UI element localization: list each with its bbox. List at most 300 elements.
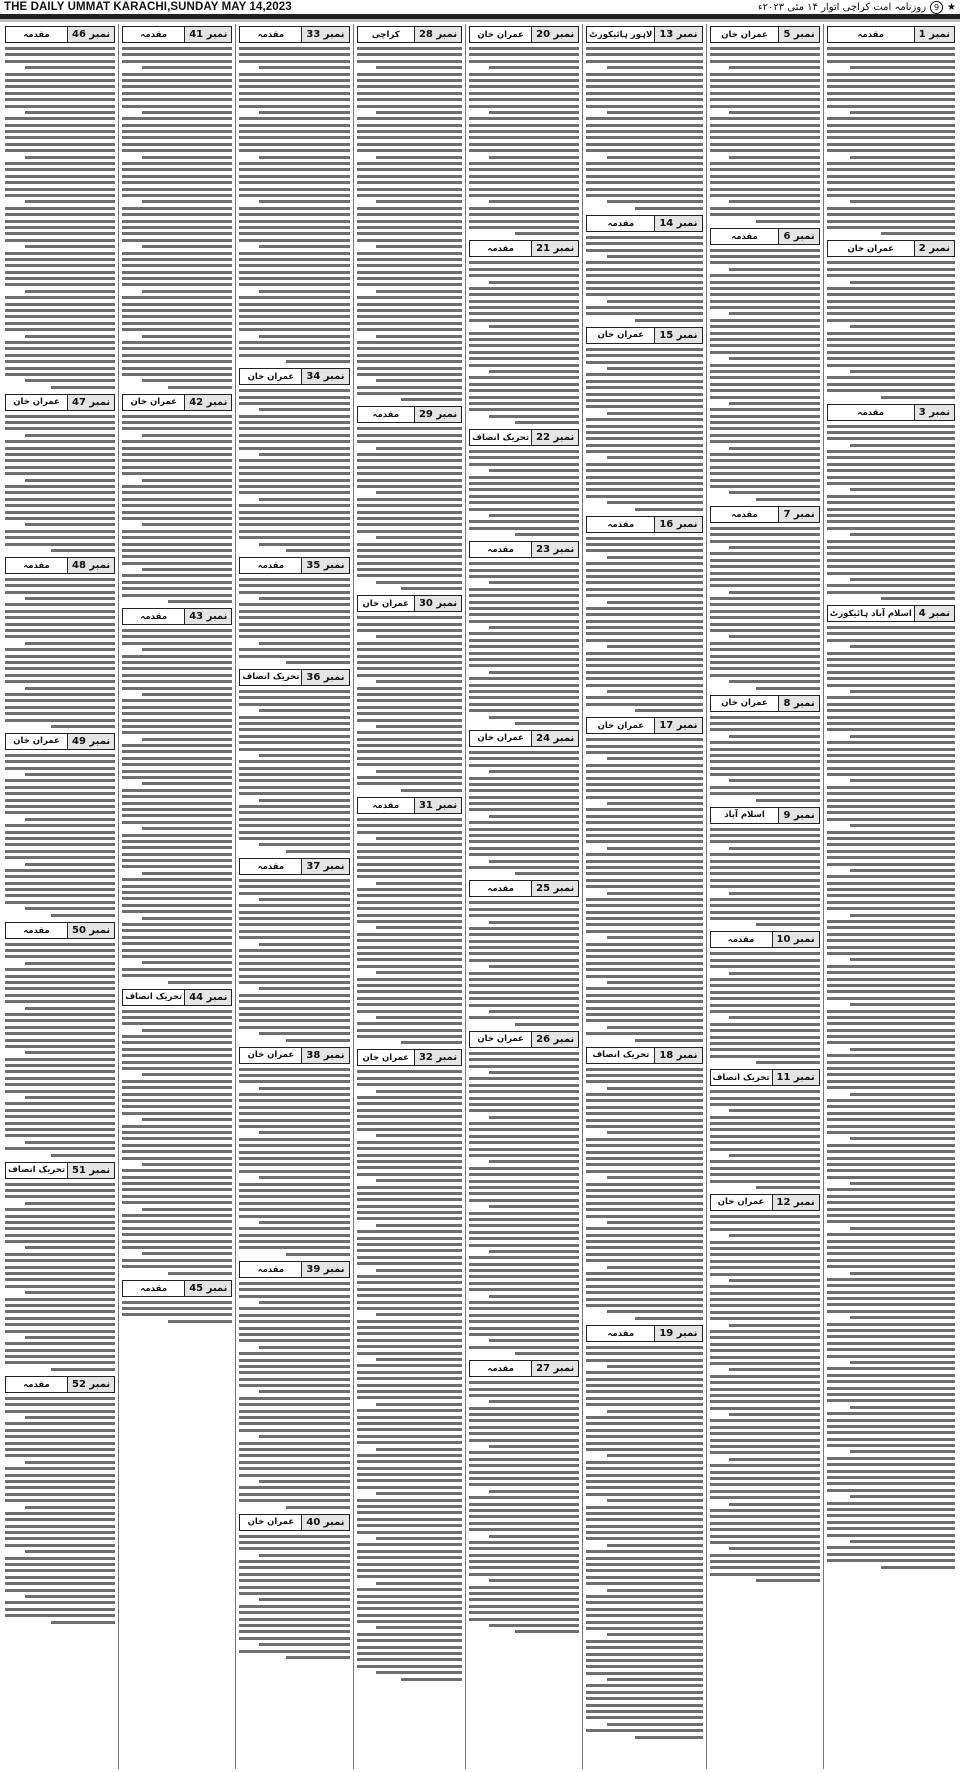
text-line [357,1154,463,1157]
text-line [122,373,232,376]
text-line [122,821,232,824]
text-line [586,1346,702,1349]
item-number: نمبر 49 [67,734,114,749]
text-line [357,744,463,747]
text-line [850,958,955,961]
text-line [827,1329,955,1332]
news-item [827,240,955,399]
text-line [142,156,232,159]
text-line [827,149,955,152]
text-line [5,207,115,210]
text-line [710,1343,820,1346]
text-line [5,427,115,430]
text-line [5,98,115,101]
text-line [5,955,115,958]
text-line [142,1252,232,1255]
text-line [401,398,462,401]
item-header [469,1031,579,1048]
text-line [827,1201,955,1204]
text-line [710,105,820,108]
text-line [142,1118,232,1121]
text-line [710,898,820,901]
text-line [122,283,232,286]
news-item [239,368,349,553]
text-line [5,831,115,834]
item-header [827,26,955,43]
text-line [827,1335,955,1338]
text-line [25,597,115,600]
text-line [586,130,702,133]
text-line [850,444,955,447]
item-header [710,1194,820,1211]
text-line [469,1451,579,1454]
text-line [239,239,349,242]
text-line [357,360,463,363]
text-line [357,303,463,306]
text-line [850,111,955,114]
text-line [239,1125,349,1128]
text-line [710,1388,820,1391]
text-line [586,1000,702,1003]
text-line [827,1323,955,1326]
text-line [239,917,349,920]
text-line [357,933,463,936]
item-title: تحریک انصاف [592,1050,650,1061]
text-line [710,760,820,763]
item-title: تحریک انصاف [125,992,183,1003]
text-line [239,1189,349,1192]
text-line [710,47,820,50]
text-line [5,472,115,475]
text-line [827,1431,955,1434]
text-line [5,85,115,88]
item-number: نمبر 26 [531,1032,578,1047]
text-line [489,626,579,629]
text-line [239,722,349,725]
text-line [357,843,463,846]
item-number: نمبر 30 [414,596,461,611]
text-line [122,1301,232,1304]
text-line [122,220,232,223]
text-line [827,344,955,347]
text-line [259,1435,349,1438]
text-line [586,236,702,239]
text-line [357,130,463,133]
text-line [357,1614,463,1617]
text-line [827,1553,955,1556]
text-line [357,1077,463,1080]
text-line [5,894,115,897]
text-line [607,156,702,159]
text-line [586,872,702,875]
text-line [827,546,955,549]
text-line [756,799,820,802]
text-line [586,1183,702,1186]
text-line [357,543,463,546]
text-line [586,1557,702,1560]
text-line [489,281,579,284]
text-line [239,655,349,658]
text-line [586,1013,702,1016]
text-line [469,866,579,869]
text-line [469,501,579,504]
item-number: نمبر 31 [414,798,461,813]
text-line [357,1102,463,1105]
text-line [239,434,349,437]
item-number: نمبر 3 [914,405,954,420]
text-line [607,645,702,648]
text-line [357,1607,463,1610]
item-number: نمبر 29 [414,407,461,422]
news-item [586,215,702,323]
text-line [827,85,955,88]
text-line [376,971,463,974]
text-line [357,296,463,299]
text-line [25,773,115,776]
text-line [710,1266,820,1269]
text-line [357,367,463,370]
text-line [357,555,463,558]
text-line [357,1364,463,1367]
page-number: 9 [930,1,943,14]
text-line [729,447,819,450]
text-line [122,757,232,760]
item-body-text [586,347,702,512]
news-item [357,1049,463,1681]
text-line [5,1342,115,1345]
text-line [827,584,955,587]
news-item [710,695,820,803]
text-line [239,523,349,526]
text-line [469,1103,579,1106]
text-line [357,1192,463,1195]
text-line [357,568,463,571]
text-line [586,923,702,926]
text-line [357,1428,463,1431]
text-line [469,1016,579,1019]
item-body-text [827,424,955,602]
text-line [5,60,115,63]
text-line [5,1234,115,1237]
text-line [827,888,955,891]
text-line [122,360,232,363]
text-line [5,415,115,418]
item-title: مقدمہ [487,884,514,895]
text-line [122,1214,232,1217]
text-line [122,1240,232,1243]
text-line [469,60,579,63]
text-line [122,1176,232,1179]
text-line [607,847,702,850]
text-line [827,168,955,171]
text-line [607,300,702,303]
text-line [827,1534,955,1537]
text-line [586,575,702,578]
text-line [710,325,820,328]
text-line [489,1339,579,1342]
text-line [357,687,463,690]
text-line [239,1448,349,1451]
text-line [710,181,820,184]
text-line [586,917,702,920]
text-line [376,635,463,638]
text-line [586,136,702,139]
text-line [586,60,702,63]
text-line [586,664,702,667]
text-line [586,1716,702,1719]
text-line [122,194,232,197]
text-line [586,987,702,990]
text-line [357,239,463,242]
text-line [239,73,349,76]
text-line [122,555,232,558]
text-line [710,1167,820,1170]
item-title: مقدمہ [140,30,167,40]
text-line [586,188,702,191]
text-line [586,1208,702,1211]
text-line [25,642,115,645]
text-line [710,1419,820,1422]
news-item [710,1069,820,1190]
text-line [710,427,820,430]
text-line [586,274,702,277]
text-line [239,930,349,933]
text-line [5,213,115,216]
text-line [850,645,955,648]
text-line [710,597,820,600]
item-title: اسلام آباد [724,810,765,821]
text-line [25,111,115,114]
text-line [827,450,955,453]
text-line [122,942,232,945]
text-line [122,699,232,702]
text-line [586,1697,702,1700]
text-line [469,213,579,216]
text-line [357,427,463,430]
text-line [710,421,820,424]
text-line [710,572,820,575]
text-line [586,1359,702,1362]
text-line [710,1122,820,1125]
text-line [586,652,702,655]
item-header [586,26,702,43]
text-line [239,1384,349,1387]
text-line [401,1041,462,1044]
text-line [710,60,820,63]
text-line [142,961,232,964]
text-line [239,440,349,443]
text-line [357,863,463,866]
text-line [357,264,463,267]
text-line [239,136,349,139]
text-line [5,1403,115,1406]
text-line [357,1083,463,1086]
text-line [122,1016,232,1019]
text-line [239,1467,349,1470]
text-line [710,1407,820,1410]
text-line [357,1173,463,1176]
text-line [469,1180,579,1183]
item-number: نمبر 5 [778,27,818,42]
text-line [586,425,702,428]
text-line [586,249,702,252]
text-line [5,543,115,546]
text-line [357,354,463,357]
text-line [469,1128,579,1131]
text-line [586,348,702,351]
text-line [239,1333,349,1336]
text-line [5,1537,115,1540]
text-line [5,1215,115,1218]
columns-area [2,24,958,1769]
text-line [586,1189,702,1192]
text-line [25,1096,115,1099]
text-line [239,258,349,261]
text-line [122,725,232,728]
text-line [239,610,349,613]
text-line [122,1169,232,1172]
text-line [710,828,820,831]
item-header [586,1325,702,1342]
text-line [122,840,232,843]
text-line [827,124,955,127]
text-line [5,1397,115,1400]
text-line [827,312,955,315]
text-line [756,1061,820,1064]
text-line [376,1403,463,1406]
item-title: تحریک انصاف [472,432,530,443]
text-line [5,1285,115,1288]
text-line [5,1614,115,1617]
news-column [465,24,582,1769]
text-line [827,1502,955,1505]
text-line [239,226,349,229]
text-line [239,194,349,197]
text-line [357,674,463,677]
text-line [239,1288,349,1291]
text-line [710,117,820,120]
text-line [259,1221,349,1224]
text-line [5,1410,115,1413]
text-line [489,325,579,328]
text-line [25,1336,115,1339]
text-line [376,1179,463,1182]
text-line [469,1244,579,1247]
text-line [239,303,349,306]
text-line [827,1470,955,1473]
text-line [357,706,463,709]
item-title: عمران خان [247,1050,295,1061]
news-item [239,1514,349,1660]
text-line [122,1201,232,1204]
text-line [710,610,820,613]
text-line [827,664,955,667]
text-line [122,706,232,709]
text-line [5,760,115,763]
text-line [469,488,579,491]
text-line [357,1518,463,1521]
item-number: نمبر 37 [301,859,348,874]
text-line [469,901,579,904]
text-line [827,843,955,846]
text-line [710,1445,820,1448]
text-line [586,1272,702,1275]
news-item [357,595,463,793]
text-line [239,415,349,418]
text-line [239,511,349,514]
text-line [586,1595,702,1598]
text-line [239,968,349,971]
text-line [710,162,820,165]
text-line [122,1131,232,1134]
text-line [239,696,349,699]
text-line [469,1141,579,1144]
news-item [5,1162,115,1372]
text-line [239,831,349,834]
text-line [469,194,579,197]
text-line [586,1627,702,1630]
item-body-text [239,878,349,1043]
text-line [5,124,115,127]
item-title: عمران خان [721,698,768,709]
text-line [122,504,232,507]
text-line [5,530,115,533]
text-line [122,143,232,146]
item-title: عمران خان [362,1052,409,1063]
text-line [357,1575,463,1578]
text-line [122,453,232,456]
text-line [5,1518,115,1521]
text-line [5,843,115,846]
text-line [5,511,115,514]
text-line [469,1199,579,1202]
text-line [239,1535,349,1538]
text-line [5,610,115,613]
news-item [122,989,232,1276]
item-body-text [710,526,820,691]
text-line [850,1182,955,1185]
text-line [489,514,579,517]
text-line [586,386,702,389]
text-line [25,434,115,437]
item-header [5,557,115,574]
text-line [357,485,463,488]
text-line [586,1563,702,1566]
text-line [586,1729,702,1732]
text-line [469,226,579,229]
text-line [710,332,820,335]
item-title: مقدمہ [487,244,514,255]
text-line [469,274,579,277]
text-line [5,328,115,331]
text-line [122,1265,232,1268]
item-body-text [710,1089,820,1190]
text-line [710,1135,820,1138]
text-line [469,1419,579,1422]
text-line [239,1474,349,1477]
text-line [586,1486,702,1489]
text-line [51,725,115,728]
text-line [239,1352,349,1355]
text-line [122,744,232,747]
item-title: مقدمہ [257,1264,285,1275]
text-line [239,786,349,789]
text-line [515,232,579,235]
text-line [586,1227,702,1230]
item-body-text [357,817,463,1046]
text-line [469,1052,579,1055]
text-line [122,175,232,178]
